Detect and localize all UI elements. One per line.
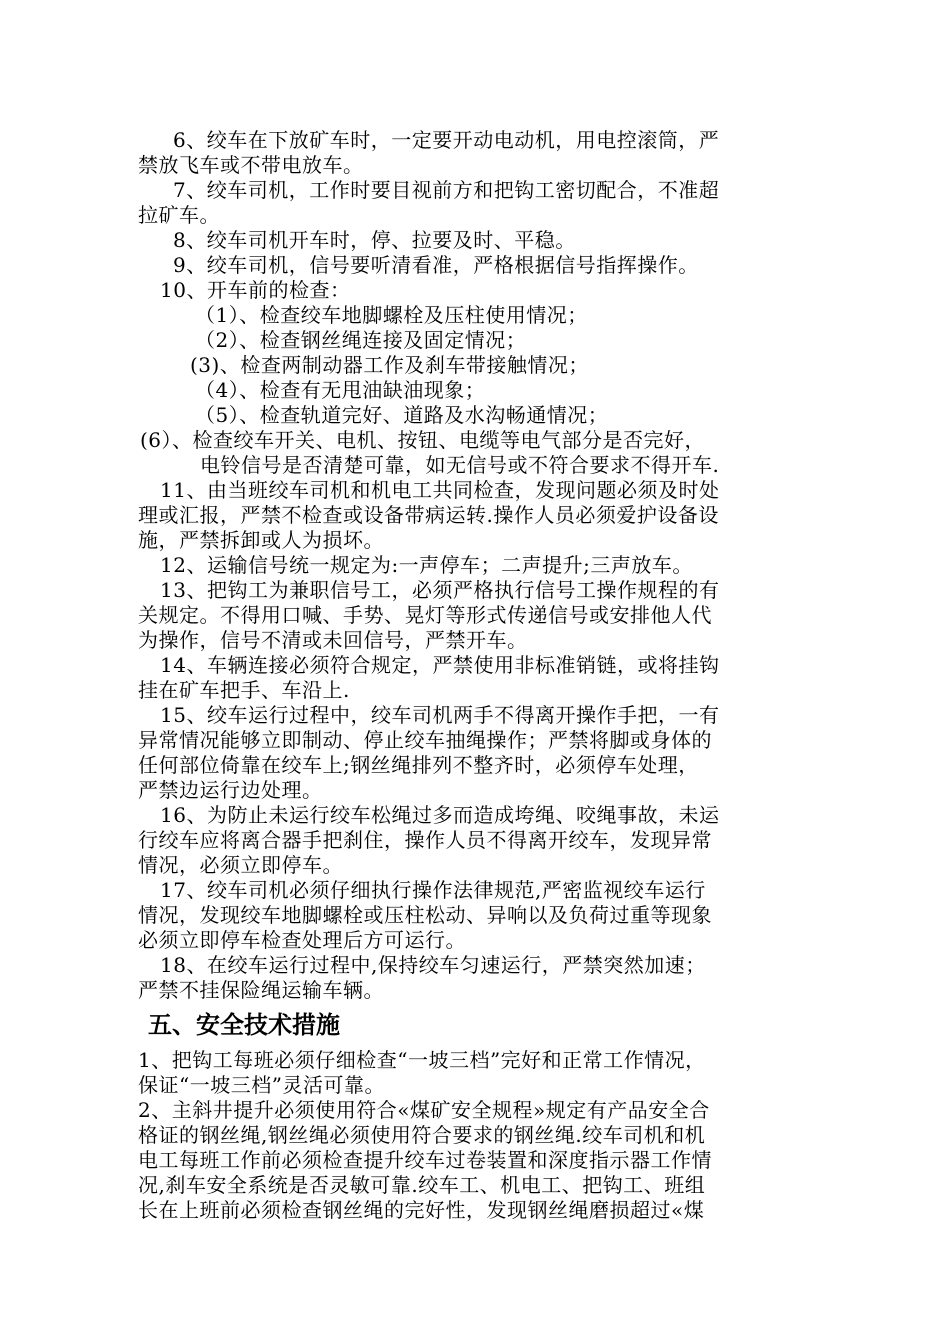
text-line: 异常情况能够立即制动、停止绞车抽绳操作；严禁将脚或身体的 <box>138 728 712 752</box>
text-line: （5）、检查轨道完好、道路及水沟畅通情况； <box>195 403 609 427</box>
text-line: 严禁不挂保险绳运输车辆。 <box>138 978 384 1002</box>
text-line: 15、绞车运行过程中，绞车司机两手不得离开操作手把，一有 <box>160 703 720 727</box>
text-line: 9、绞车司机，信号要听清看准，严格根据信号指挥操作。 <box>173 253 699 277</box>
text-line: 行绞车应将离合器手把刹住，操作人员不得离开绞车，发现异常 <box>138 828 712 852</box>
text-line: 电铃信号是否清楚可靠，如无信号或不符合要求不得开车. <box>200 453 720 477</box>
text-line: 关规定。不得用口喊、手势、晃灯等形式传递信号或安排他人代 <box>138 603 712 627</box>
text-line: (6）、检查绞车开关、电机、按钮、电缆等电气部分是否完好， <box>140 428 706 452</box>
text-line: 长在上班前必须检查钢丝绳的完好性，发现钢丝绳磨损超过«煤 <box>138 1198 705 1222</box>
text-line: 拉矿车。 <box>138 203 220 227</box>
text-line: 挂在矿车把手、车沿上. <box>138 678 350 702</box>
text-line: 必须立即停车检查处理后方可运行。 <box>138 928 466 952</box>
text-line: 8、绞车司机开车时，停、拉要及时、平稳。 <box>173 228 576 252</box>
text-line: 18、在绞车运行过程中,保持绞车匀速运行，严禁突然加速； <box>160 953 706 977</box>
text-line: 情况，必须立即停车。 <box>138 853 343 877</box>
text-line: 禁放飞车或不带电放车。 <box>138 153 364 177</box>
text-line: 7、绞车司机，工作时要目视前方和把钩工密切配合，不准超 <box>173 178 720 202</box>
text-line: 格证的钢丝绳,钢丝绳必须使用符合要求的钢丝绳.绞车司机和机 <box>138 1123 706 1147</box>
text-line: （4）、检查有无甩油缺油现象； <box>195 378 486 402</box>
text-line: （1）、检查绞车地脚螺栓及压柱使用情况； <box>195 303 588 327</box>
text-line: 电工每班工作前必须检查提升绞车过卷装置和深度指示器工作情 <box>138 1148 712 1172</box>
section-heading: 五、安全技术措施 <box>148 1011 340 1039</box>
text-line: (3)、检查两制动器工作及刹车带接触情况； <box>190 353 589 377</box>
text-line: 17、绞车司机必须仔细执行操作法律规范,严密监视绞车运行 <box>160 878 706 902</box>
text-line: 11、由当班绞车司机和机电工共同检查，发现问题必须及时处 <box>160 478 720 502</box>
text-line: 严禁边运行边处理。 <box>138 778 323 802</box>
text-line: 13、把钩工为兼职信号工，必须严格执行信号工操作规程的有 <box>160 578 720 602</box>
text-line: 施，严禁拆卸或人为损坏。 <box>138 528 384 552</box>
text-line: 保证“一坡三档”灵活可靠。 <box>138 1073 385 1097</box>
text-line: 情况，发现绞车地脚螺栓或压柱松动、异响以及负荷过重等现象 <box>138 903 712 927</box>
text-line: 16、为防止未运行绞车松绳过多而造成垮绳、咬绳事故，未运 <box>160 803 720 827</box>
text-line: 为操作，信号不清或未回信号，严禁开车。 <box>138 628 528 652</box>
text-line: 12、运输信号统一规定为:一声停车；二声提升;三声放车。 <box>160 553 693 577</box>
text-line: 6、绞车在下放矿车时，一定要开动电动机，用电控滚筒，严 <box>173 128 720 152</box>
text-line: 1、把钩工每班必须仔细检查“一坡三档”完好和正常工作情况， <box>138 1048 706 1072</box>
text-line: 10、开车前的检查： <box>160 278 351 302</box>
text-line: （2）、检查钢丝绳连接及固定情况； <box>195 328 527 352</box>
text-line: 任何部位倚靠在绞车上;钢丝绳排列不整齐时，必须停车处理， <box>138 753 699 777</box>
text-line: 14、车辆连接必须符合规定，严禁使用非标准销链，或将挂钩 <box>160 653 720 677</box>
text-line: 理或汇报，严禁不检查或设备带病运转.操作人员必须爱护设备设 <box>138 503 719 527</box>
text-line: 况,刹车安全系统是否灵敏可靠.绞车工、机电工、把钩工、班组 <box>138 1173 706 1197</box>
text-line: 2、主斜井提升必须使用符合«煤矿安全规程»规定有产品安全合 <box>138 1098 710 1122</box>
